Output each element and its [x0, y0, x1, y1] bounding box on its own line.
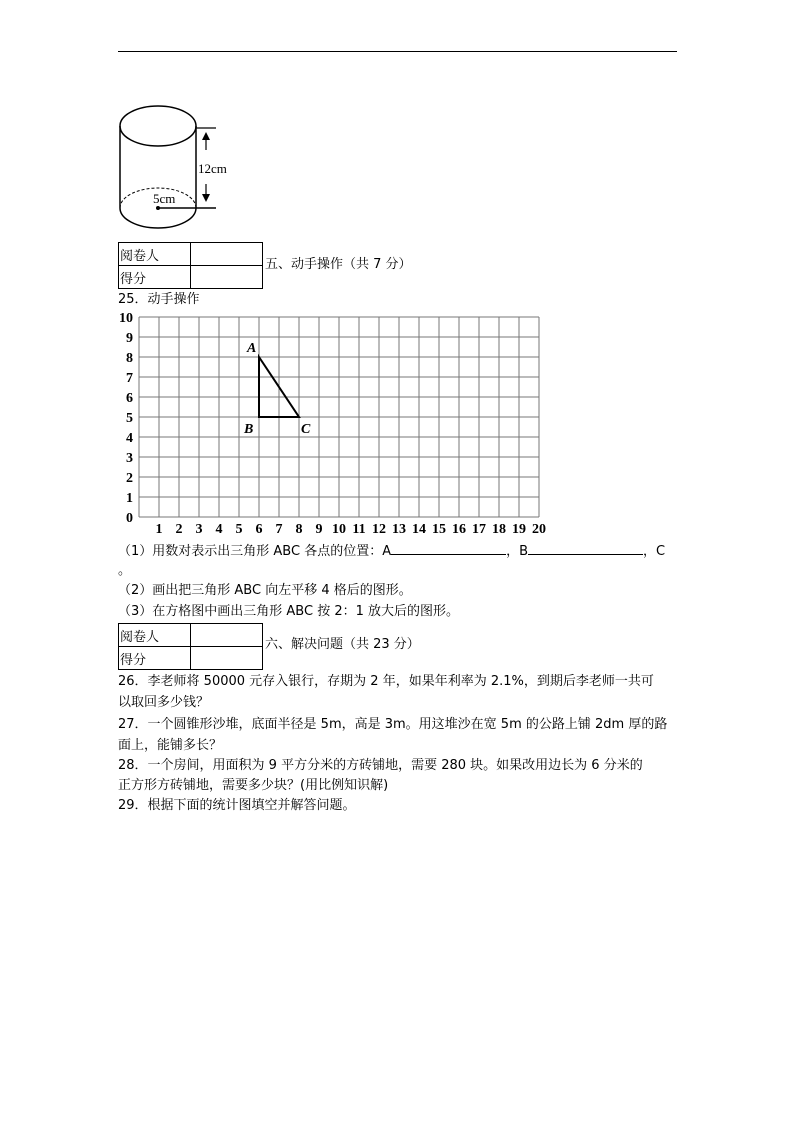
q25-part1-b: ，B: [506, 544, 529, 559]
answer-blank-b[interactable]: [528, 542, 643, 555]
x-tick-label: 5: [235, 522, 243, 537]
radius-label: 5cm: [153, 191, 176, 206]
x-tick-label: 1: [155, 522, 163, 537]
y-tick-label: 6: [126, 391, 133, 406]
q26-line2: 以取回多少钱？: [118, 695, 210, 710]
x-tick-label: 13: [392, 522, 406, 537]
score-label: 得分: [119, 266, 191, 289]
y-tick-label: 9: [126, 331, 133, 346]
y-tick-label: 7: [126, 371, 133, 386]
q27-line1: 27．一个圆锥形沙堆，底面半径是 5m，高是 3m。用这堆沙在宽 5m 的公路上铺 2dm 厚的路: [118, 717, 668, 732]
q25-part1: [118, 542, 665, 560]
point-label-c: C: [301, 422, 311, 437]
x-tick-label: 11: [352, 522, 366, 537]
y-tick-label: 3: [126, 451, 133, 466]
x-tick-label: 18: [492, 522, 506, 537]
x-tick-label: 2: [175, 522, 183, 537]
q25-part3: （3）在方格图中画出三角形 ABC 按 2：1 放大后的图形。: [118, 604, 460, 619]
coordinate-grid: [110, 310, 550, 540]
x-tick-label: 19: [512, 522, 526, 537]
q27-line2: 面上，能铺多长？: [118, 738, 223, 753]
reviewer-cell[interactable]: [191, 624, 263, 647]
height-label: 12cm: [198, 161, 227, 176]
q28-line2: 正方形方砖铺地，需要多少块？(用比例知识解): [118, 778, 389, 793]
q25-part2: （2）画出把三角形 ABC 向左平移 4 格后的图形。: [118, 583, 412, 598]
x-tick-label: 3: [195, 522, 203, 537]
point-label-a: A: [247, 341, 257, 356]
y-tick-label: 2: [126, 471, 133, 486]
cylinder-figure: [110, 100, 240, 235]
score-table-5: [118, 242, 263, 289]
x-tick-label: 6: [255, 522, 263, 537]
q25-part1-end: 。: [118, 563, 132, 578]
header-rule: [118, 51, 677, 52]
reviewer-label: 阅卷人: [119, 624, 191, 647]
y-tick-label: 5: [126, 411, 133, 426]
q25-title: 25．动手操作: [118, 292, 200, 307]
q25-part1-text: （1）用数对表示出三角形 ABC 各点的位置：A: [118, 544, 392, 559]
y-tick-label: 0: [126, 511, 133, 526]
x-tick-label: 20: [532, 522, 546, 537]
x-tick-label: 4: [215, 522, 223, 537]
x-tick-label: 9: [315, 522, 323, 537]
x-tick-label: 7: [275, 522, 283, 537]
q29-line1: 29．根据下面的统计图填空并解答问题。: [118, 798, 356, 813]
x-tick-label: 10: [332, 522, 346, 537]
x-tick-label: 14: [412, 522, 426, 537]
score-label: 得分: [119, 647, 191, 670]
x-tick-label: 12: [372, 522, 386, 537]
score-cell[interactable]: [191, 266, 263, 289]
x-tick-label: 15: [432, 522, 446, 537]
q26-line1: 26．李老师将 50000 元存入银行，存期为 2 年，如果年利率为 2.1%，到期后李老师一共可: [118, 674, 654, 689]
section6-title: 六、解决问题（共 23 分）: [265, 637, 420, 652]
y-tick-label: 10: [119, 311, 133, 326]
answer-blank-a[interactable]: [391, 542, 506, 555]
x-tick-label: 8: [295, 522, 303, 537]
q28-line1: 28．一个房间，用面积为 9 平方分米的方砖铺地，需要 280 块。如果改用边长为 6 分米的: [118, 758, 643, 773]
point-label-b: B: [244, 422, 254, 437]
section5-title: 五、动手操作（共 7 分）: [265, 257, 412, 272]
x-tick-label: 16: [452, 522, 466, 537]
y-tick-label: 4: [126, 431, 133, 446]
y-tick-label: 1: [126, 491, 133, 506]
reviewer-cell[interactable]: [191, 243, 263, 266]
q25-part1-c: ，C: [643, 544, 666, 559]
reviewer-label: 阅卷人: [119, 243, 191, 266]
x-tick-label: 17: [472, 522, 486, 537]
score-table-6: [118, 623, 263, 670]
y-tick-label: 8: [126, 351, 133, 366]
score-cell[interactable]: [191, 647, 263, 670]
